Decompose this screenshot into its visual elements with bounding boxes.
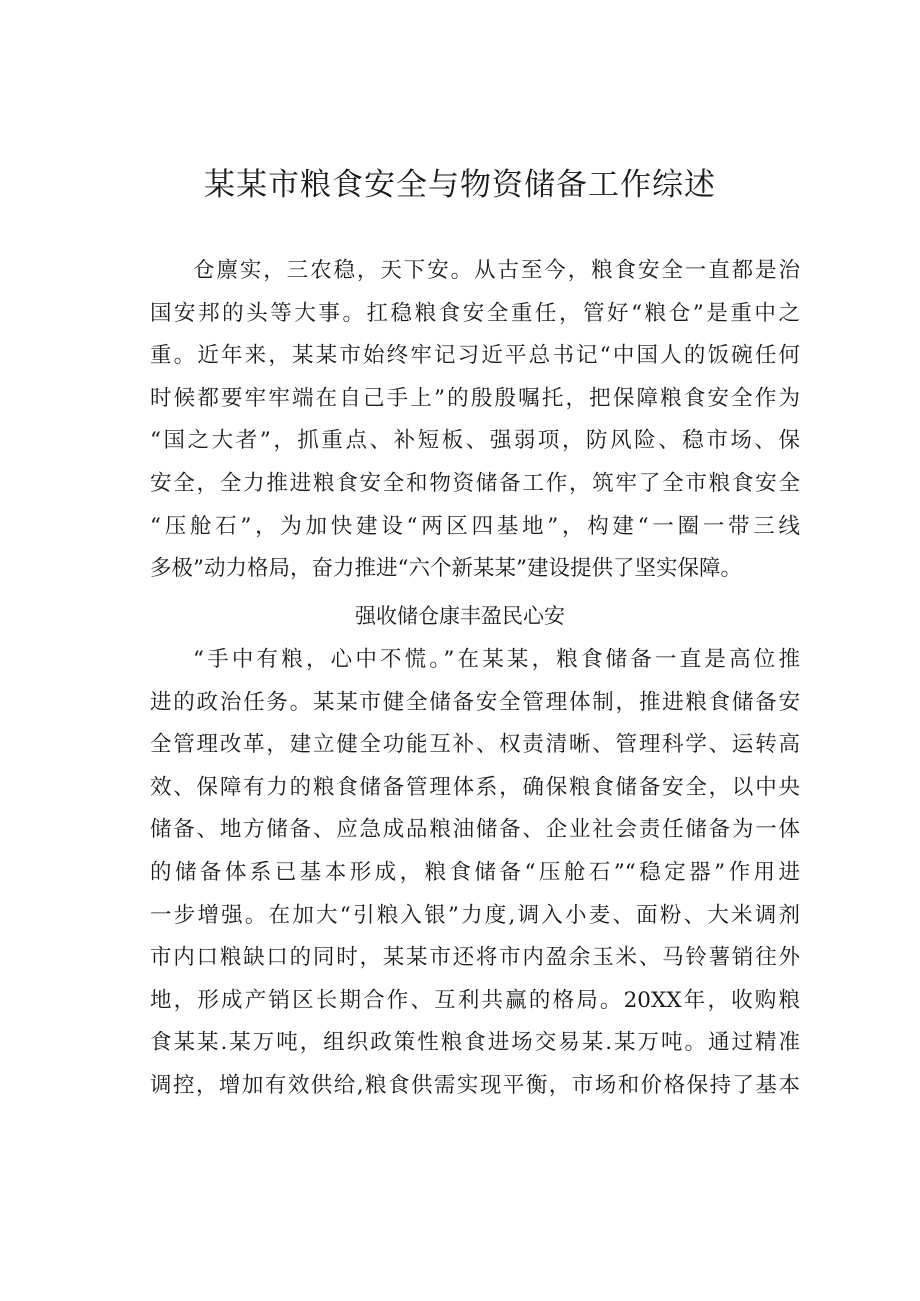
paragraph-line: 时候都要牢牢端在自己手上”的殷殷嘱托，把保障粮食安全作为 <box>150 385 800 411</box>
paragraph-line: “国之大者”，抓重点、补短板、强弱项，防风险、稳市场、保 <box>150 428 800 454</box>
paragraph-line: 调控，增加有效供给,粮食供需实现平衡，市场和价格保持了基本 <box>150 1072 800 1098</box>
paragraph-line: 市内口粮缺口的同时，某某市还将市内盈余玉米、马铃薯销往外 <box>150 945 800 971</box>
intro-paragraph <box>150 250 800 591</box>
paragraph-line: 安全，全力推进粮食安全和物资储备工作，筑牢了全市粮食安全 <box>150 470 800 496</box>
paragraph-line: 效、保障有力的粮食储备管理体系，确保粮食储备安全，以中央 <box>150 774 800 800</box>
paragraph-line: “手中有粮，心中不慌。”在某某，粮食储备一直是高位推 <box>193 647 800 672</box>
paragraph-line: 全管理改革，建立健全功能互补、权责清晰、管理科学、运转高 <box>150 732 800 758</box>
page-title: 某某市粮食安全与物资储备工作综述 <box>204 167 716 203</box>
paragraph-line: 储备、地方储备、应急成品粮油储备、企业社会责任储备为一体 <box>150 817 800 843</box>
section-paragraph <box>150 639 800 1108</box>
paragraph-line: 地，形成产销区长期合作、互利共赢的格局。20XX年，收购粮 <box>150 987 800 1013</box>
paragraph-line: 的储备体系已基本形成，粮食储备“压舱石”“稳定器”作用进 <box>150 859 800 885</box>
paragraph-line: 国安邦的头等大事。扛稳粮食安全重任，管好“粮仓”是重中之 <box>150 300 800 326</box>
paragraph-line: 进的政治任务。某某市健全储备安全管理体制，推进粮食储备安 <box>150 689 800 715</box>
paragraph-line: 多极”动力格局，奋力推进“六个新某某”建设提供了坚实保障。 <box>150 556 742 582</box>
paragraph-line: 仓廪实，三农稳，天下安。从古至今，粮食安全一直都是治 <box>193 258 800 283</box>
section-heading: 强收储仓康丰盈民心安 <box>355 604 565 628</box>
paragraph-line: 食某某.某万吨，组织政策性粮食进场交易某.某万吨。通过精准 <box>150 1030 800 1056</box>
paragraph-line: 重。近年来，某某市始终牢记习近平总书记“中国人的饭碗任何 <box>150 343 800 369</box>
paragraph-line: “压舱石”，为加快建设“两区四基地”，构建“一圈一带三线 <box>150 513 800 539</box>
paragraph-line: 一步增强。在加大“引粮入银”力度,调入小麦、面粉、大米调剂 <box>150 902 800 928</box>
